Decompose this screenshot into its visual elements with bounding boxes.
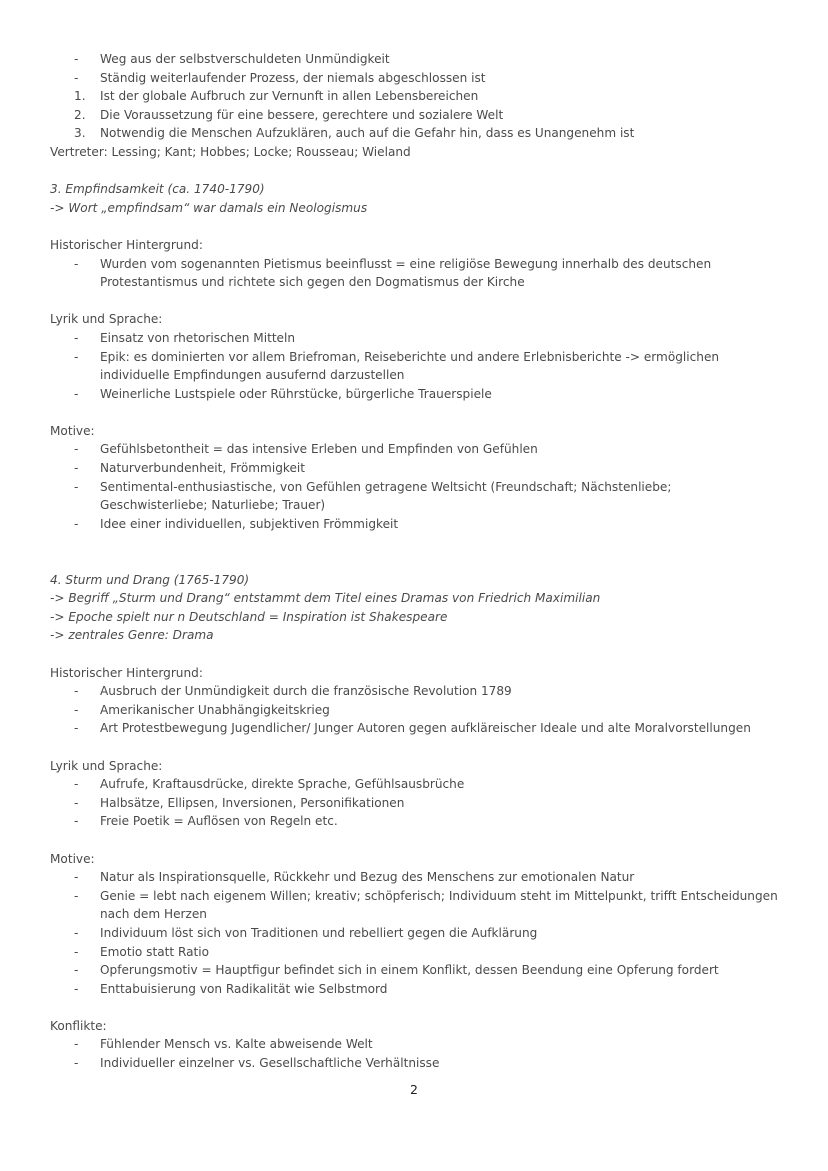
bullet-dash-icon: - — [74, 888, 79, 903]
list-item: - Ständig weiterlaufender Prozess, der niemals abgeschlossen ist — [50, 69, 780, 88]
section-heading-empfindsamkeit: 3. Empfindsamkeit (ca. 1740-1790) — [50, 182, 265, 197]
list-item: - Natur als Inspirationsquelle, Rückkehr und Bezug des Menschens zur emotionalen Natur — [50, 868, 780, 887]
bullet-dash-icon: - — [74, 386, 79, 401]
section-note: -> Epoche spielt nur n Deutschland = Inspiration ist Shakespeare — [50, 609, 448, 624]
list-item: - Freie Poetik = Auflösen von Regeln etc. — [50, 812, 780, 831]
list-item: - Sentimental-enthusiastische, von Gefühlen getragene Weltsicht (Freundschaft; Nächstenliebe; Geschwisterliebe; Naturliebe; Trauer) — [74, 479, 672, 513]
bullet-dash-icon: - — [74, 349, 79, 364]
section-note: -> Wort „empfindsam“ war damals ein Neologismus — [50, 200, 368, 215]
list-item: - Epik: es dominierten vor allem Briefroman, Reiseberichte und andere Erlebnisberichte -> ermöglichen individuelle Empfindungen ausufernd darzustellen — [74, 349, 720, 383]
bullet-dash-icon: - — [74, 963, 79, 978]
bullet-dash-icon: - — [74, 479, 79, 494]
intro-list — [50, 50, 780, 143]
bullet-dash-icon: - — [74, 461, 79, 476]
page-number: 2 — [410, 1082, 418, 1097]
list-item: - Halbsätze, Ellipsen, Inversionen, Personifikationen — [50, 794, 780, 813]
list-item: 2. Die Voraussetzung für eine bessere, gerechtere und sozialere Welt — [50, 106, 780, 125]
representatives: Vertreter: Lessing; Kant; Hobbes; Locke; Rousseau; Wieland — [50, 144, 411, 159]
lyrik-list — [50, 329, 780, 403]
bullet-dash-icon: - — [74, 1037, 79, 1052]
background-list — [50, 682, 780, 738]
bullet-dash-icon: - — [74, 925, 79, 940]
subsection-label: Lyrik und Sprache: — [50, 758, 163, 773]
list-item: - Emotio statt Ratio — [50, 943, 780, 962]
list-item: - Individueller einzelner vs. Gesellschaftliche Verhältnisse — [50, 1054, 780, 1073]
list-marker: - — [74, 52, 79, 66]
list-item: - Amerikanischer Unabhängigkeitskrieg — [50, 701, 780, 720]
subsection-label: Historischer Hintergrund: — [50, 237, 203, 252]
bullet-dash-icon: - — [74, 330, 79, 345]
section-heading-sturm-und-drang: 4. Sturm und Drang (1765-1790) — [50, 572, 250, 587]
bullet-dash-icon: - — [74, 870, 79, 885]
konflikte-list — [50, 1035, 780, 1072]
bullet-dash-icon: - — [74, 684, 79, 699]
subsection-label: Motive: — [50, 423, 95, 438]
bullet-dash-icon: - — [74, 777, 79, 792]
list-item: - Aufrufe, Kraftausdrücke, direkte Sprache, Gefühlsausbrüche — [50, 775, 780, 794]
list-item: - Art Protestbewegung Jugendlicher/ Junger Autoren gegen aufkläreischer Ideale und alte Moralvorstellungen — [50, 719, 780, 738]
bullet-dash-icon: - — [74, 981, 79, 996]
list-item: - Gefühlsbetontheit = das intensive Erleben und Empfinden von Gefühlen — [50, 440, 780, 459]
document-page — [50, 50, 780, 1073]
list-item: - Wurden vom sogenannten Pietismus beeinflusst = eine religiöse Bewegung innerhalb des deutschen Protestantismus und richtete sich gegen den Dogmatismus der Kirche — [74, 256, 712, 290]
bullet-dash-icon: - — [74, 1056, 79, 1071]
bullet-dash-icon: - — [74, 795, 79, 810]
list-item: - Opferungsmotiv = Hauptfigur befindet sich in einem Konflikt, dessen Beendung eine Opferung fordert — [50, 961, 780, 980]
background-list — [50, 255, 780, 292]
list-item: 1. Ist der globale Aufbruch zur Vernunft in allen Lebensbereichen — [50, 87, 780, 106]
list-item: 3. Notwendig die Menschen Aufzuklären, auch auf die Gefahr hin, dass es Unangenehm ist — [50, 124, 780, 143]
subsection-label: Konflikte: — [50, 1018, 107, 1033]
list-item: - Ausbruch der Unmündigkeit durch die französische Revolution 1789 — [50, 682, 780, 701]
section-note: -> Begriff „Sturm und Drang“ entstammt dem Titel eines Dramas von Friedrich Maximilian — [50, 591, 601, 606]
motive-list — [50, 868, 780, 998]
subsection-label: Lyrik und Sprache: — [50, 312, 163, 327]
motive-list — [50, 440, 780, 533]
subsection-label: Historischer Hintergrund: — [50, 665, 203, 680]
subsection-label: Motive: — [50, 851, 95, 866]
bullet-dash-icon: - — [74, 256, 79, 271]
list-marker: 3. — [74, 126, 86, 141]
bullet-dash-icon: - — [74, 516, 79, 531]
list-item: - Idee einer individuellen, subjektiven Frömmigkeit — [50, 515, 780, 534]
list-item: - Weg aus der selbstverschuldeten Unmündigkeit — [50, 50, 780, 69]
list-item: - Enttabuisierung von Radikalität wie Selbstmord — [50, 980, 780, 999]
list-marker: - — [74, 70, 79, 85]
bullet-dash-icon: - — [74, 944, 79, 959]
list-item: - Naturverbundenheit, Frömmigkeit — [50, 459, 780, 478]
list-item: - Individuum löst sich von Traditionen und rebelliert gegen die Aufklärung — [50, 924, 780, 943]
lyrik-list — [50, 775, 780, 831]
list-marker: 2. — [74, 107, 86, 122]
bullet-dash-icon: - — [74, 702, 79, 717]
section-note: -> zentrales Genre: Drama — [50, 628, 214, 643]
list-marker: 1. — [74, 89, 86, 104]
list-item: - Fühlender Mensch vs. Kalte abweisende Welt — [50, 1035, 780, 1054]
list-item: - Genie = lebt nach eigenem Willen; kreativ; schöpferisch; Individuum steht im Mittelpunkt, trifft Entscheidungen nach dem Herzen — [74, 888, 778, 922]
bullet-dash-icon: - — [74, 814, 79, 829]
list-item: - Weinerliche Lustspiele oder Rührstücke, bürgerliche Trauerspiele — [50, 385, 780, 404]
list-item: - Einsatz von rhetorischen Mitteln — [50, 329, 780, 348]
bullet-dash-icon: - — [74, 442, 79, 457]
bullet-dash-icon: - — [74, 721, 79, 736]
